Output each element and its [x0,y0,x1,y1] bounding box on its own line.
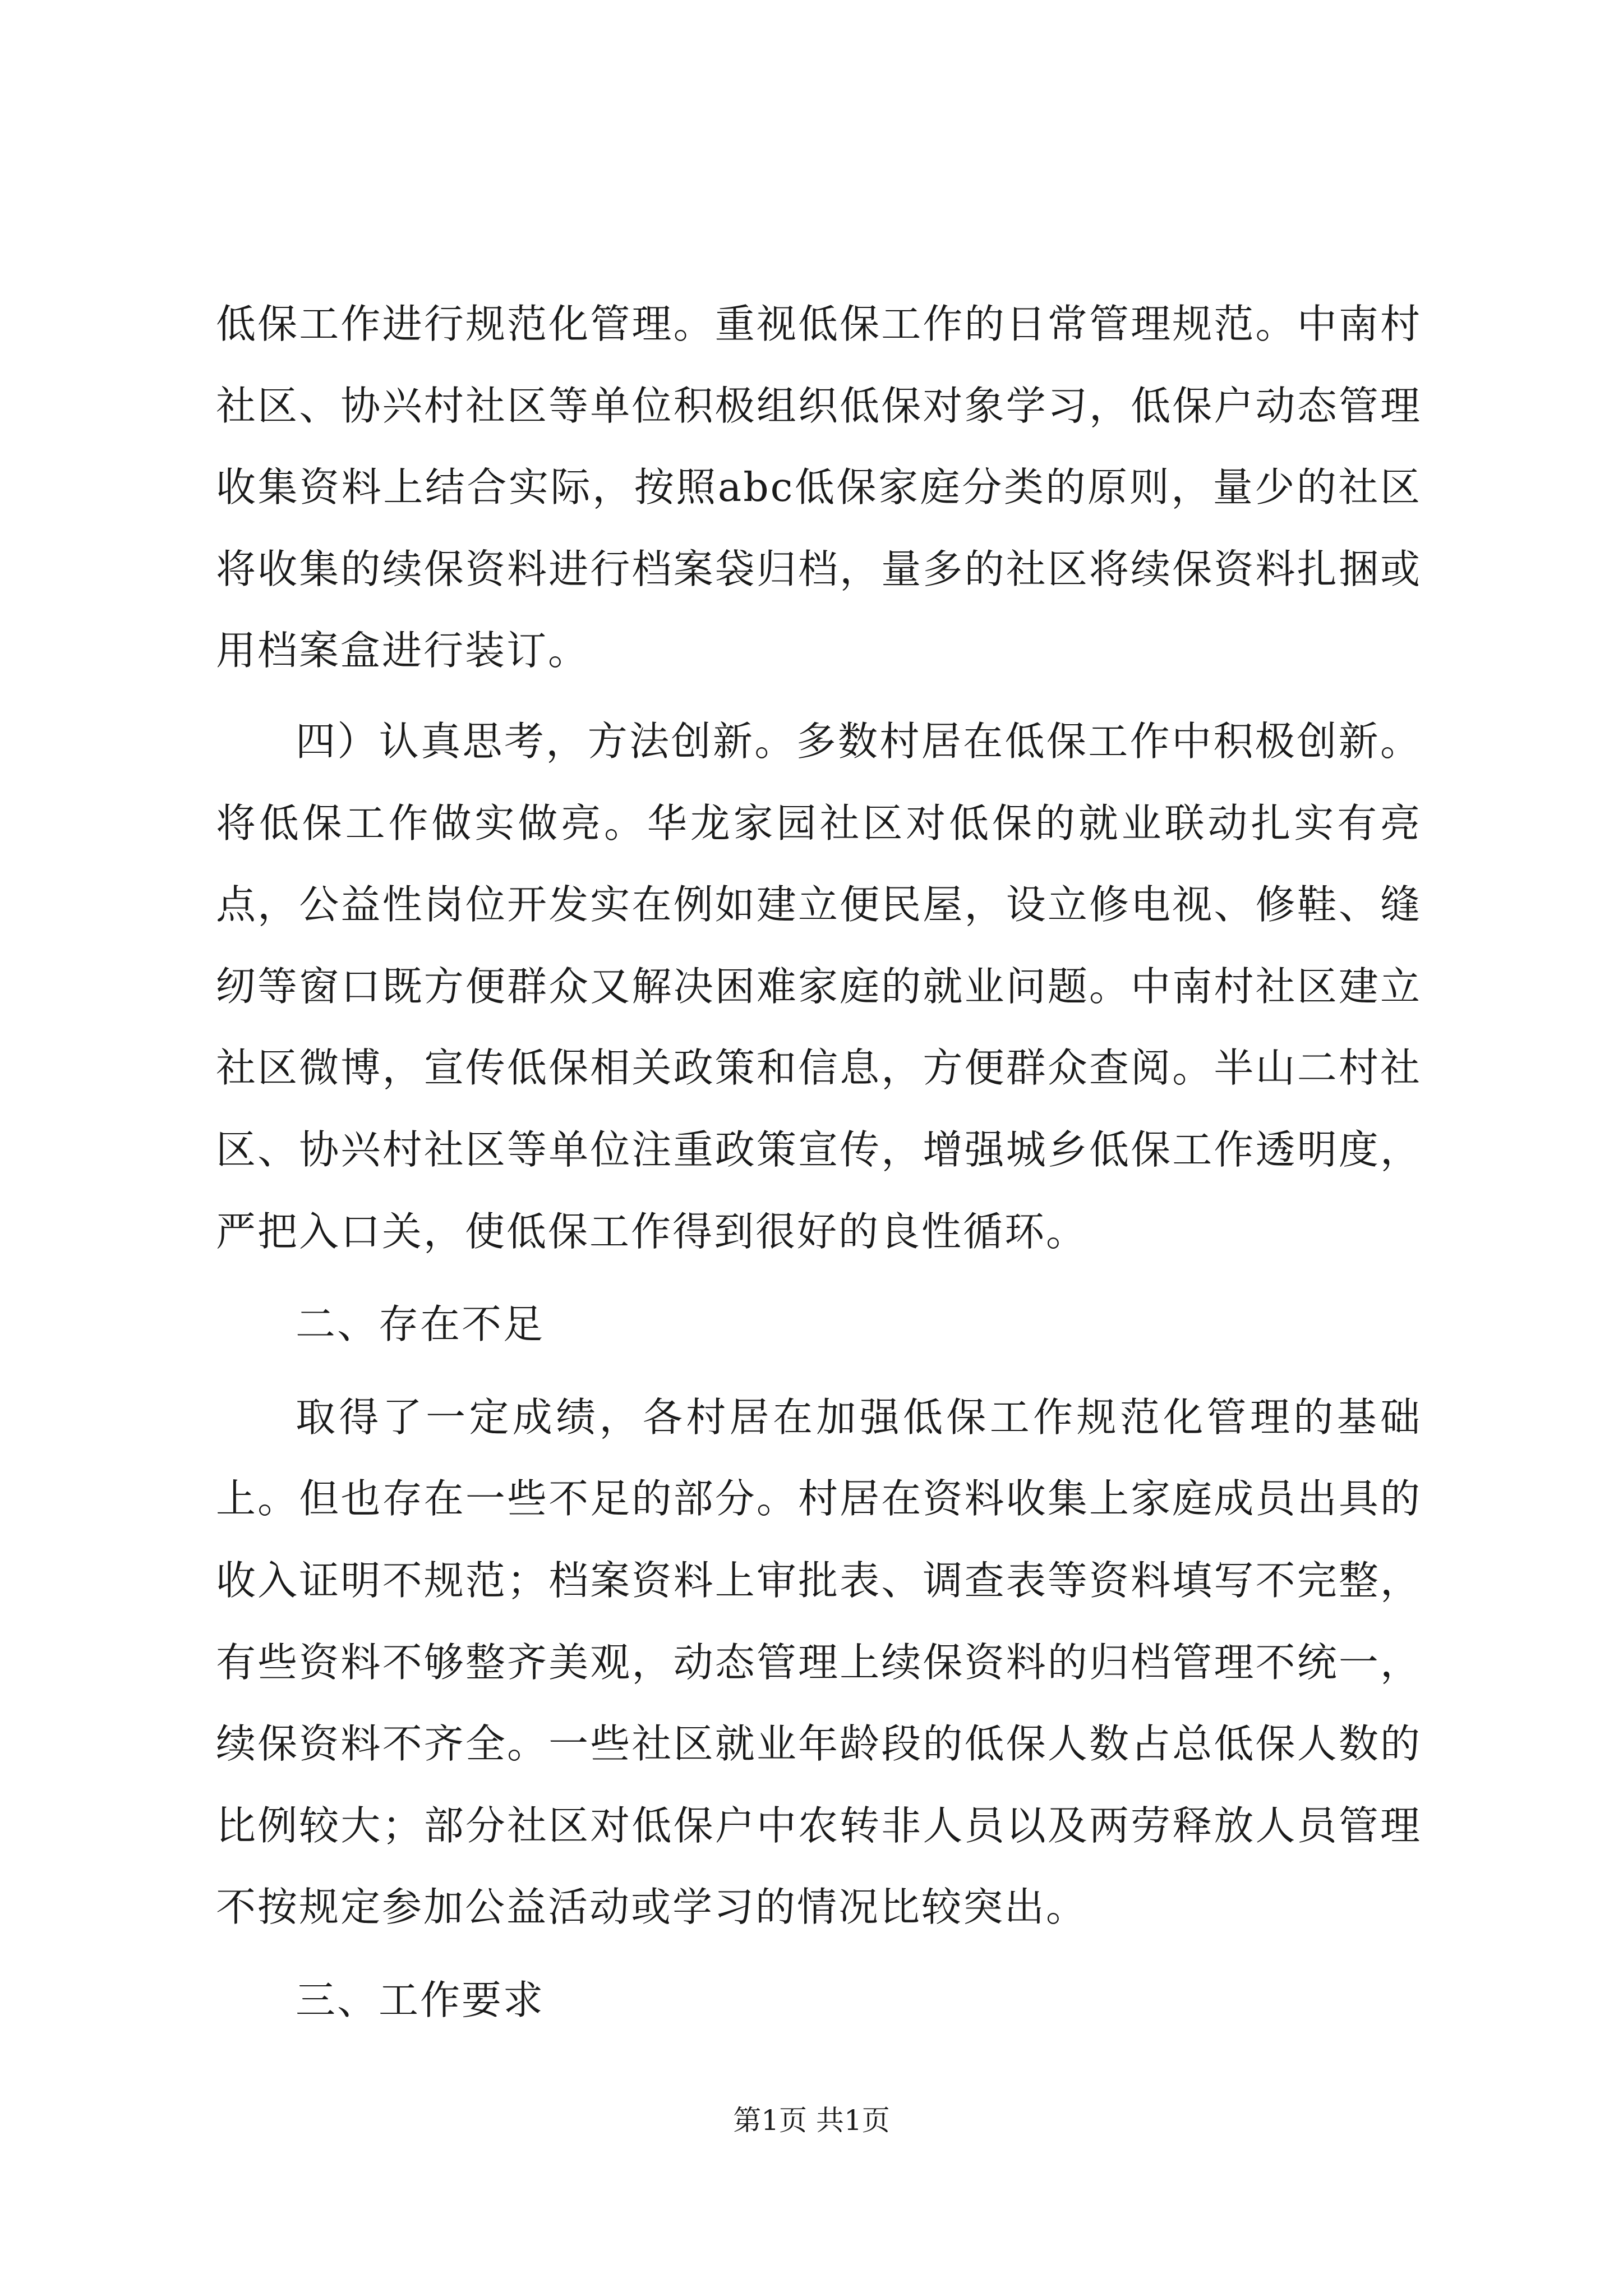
document-body [216,283,1422,2052]
section-heading-shortcomings: 二、存在不足 [296,1301,545,1348]
page-number-label: 第1页 共1页 [733,2104,890,2137]
paragraph-method-innovation: 四）认真思考，方法创新。多数村居在低保工作中积极创新。将低保工作做实做亮。华龙家园社区对低保的就业联动扎实有亮点，公益性岗位开发实在例如建立便民屋，设立修电视、修鞋、缝纫等窗口既方便群众又解决困难家庭的就业问题。中南村社区建立社区微博，宣传低保相关政策和信息，方便群众查阅。半山二村社区、协兴村社区等单位注重政策宣传，增强城乡低保工作透明度，严把入口关，使低保工作得到很好的良性循环。 [216,717,1422,1255]
paragraph-dynamic-management: 低保工作进行规范化管理。重视低保工作的日常管理规范。中南村社区、协兴村社区等单位积极组织低保对象学习，低保户动态管理收集资料上结合实际，按照abc低保家庭分类的原则，量少的社区将收集的续保资料进行档案袋归档，量多的社区将续保资料扎捆或用档案盒进行装订。 [216,301,1422,674]
paragraph-shortcomings: 取得了一定成绩，各村居在加强低保工作规范化管理的基础上。但也存在一些不足的部分。村居在资料收集上家庭成员出具的收入证明不规范；档案资料上审批表、调查表等资料填写不完整，有些资料不够整齐美观，动态管理上续保资料的归档管理不统一，续保资料不齐全。一些社区就业年龄段的低保人数占总低保人数的比例较大；部分社区对低保户中农转非人员以及两劳释放人员管理不按规定参加公益活动或学习的情况比较突出。 [216,1393,1422,1931]
page-footer [0,2101,1623,2140]
section-heading-work-requirements: 三、工作要求 [296,1976,545,2023]
